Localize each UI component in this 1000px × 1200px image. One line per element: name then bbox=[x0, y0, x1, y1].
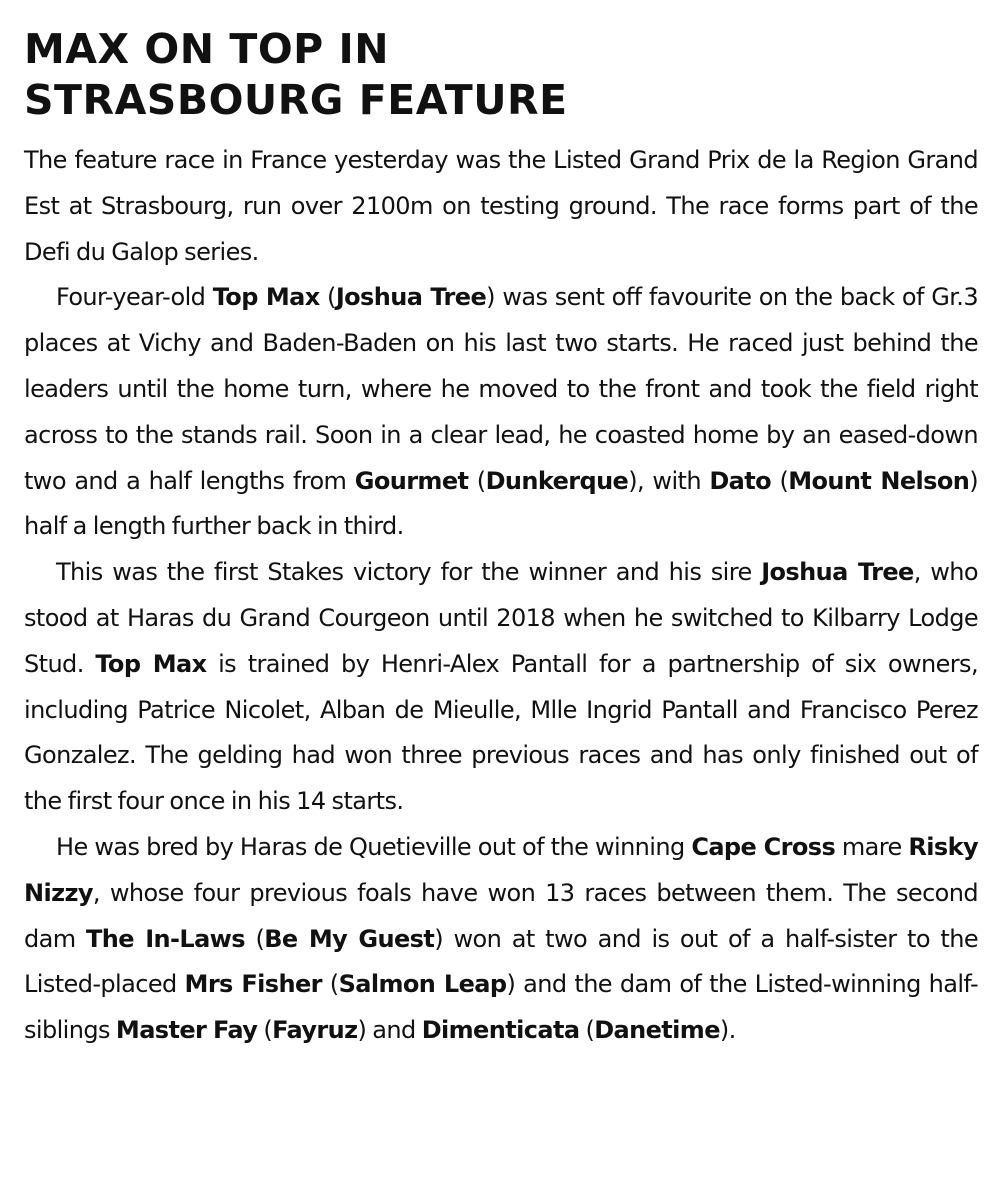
text-run: ( bbox=[579, 1016, 595, 1045]
bold-horse-name: Dimenticata bbox=[421, 1016, 580, 1045]
bold-horse-name: Joshua Tree bbox=[335, 283, 487, 312]
text-run: , whose four previous foals have won 13 races between them. The second dam bbox=[24, 878, 978, 953]
bold-horse-name: Top Max bbox=[212, 283, 320, 312]
text-run: mare bbox=[835, 832, 909, 861]
headline-line-2: STRASBOURG FEATURE bbox=[24, 76, 568, 124]
text-run: ( bbox=[319, 283, 336, 312]
bold-horse-name: Joshua Tree bbox=[761, 558, 914, 587]
text-run: ). bbox=[719, 1016, 736, 1045]
bold-horse-name: Cape Cross bbox=[691, 832, 836, 861]
text-run: is trained by Henri-Alex Pantall for a partnership of six owners, including Patrice Nicolet, Alban de Mieulle, Mlle Ingrid Pantall and Francisco Perez Gonzalez. The gelding had won three previous races and has only finished out of the first four once in his 14 starts. bbox=[24, 649, 978, 816]
text-run: ( bbox=[468, 466, 486, 495]
article-body bbox=[24, 138, 978, 1054]
bold-horse-name: Danetime bbox=[594, 1016, 720, 1045]
bold-horse-name: Dato bbox=[709, 466, 772, 495]
text-run: ) was sent off favourite on the back of Gr.3 places at Vichy and Baden-Baden on his last two starts. He raced just behind the leaders until the home turn, where he moved to the front and took the field right across to the stands rail. Soon in a clear lead, he coasted home by an eased-down two and a half lengths from bbox=[24, 283, 978, 495]
text-run: The feature race in France yesterday was the Listed Grand Prix de la Region Grand Est at Strasbourg, run over 2100m on testing ground. The race forms part of the Defi du Galop series. bbox=[24, 146, 978, 266]
text-run: This was the first Stakes victory for the winner and his sire bbox=[56, 558, 762, 587]
bold-horse-name: Master Fay bbox=[115, 1016, 258, 1045]
bold-horse-name: Dunkerque bbox=[485, 466, 629, 495]
article-paragraph bbox=[24, 825, 978, 1054]
article-paragraph bbox=[24, 138, 978, 275]
headline-line-1: MAX ON TOP IN bbox=[24, 25, 390, 73]
text-run: Four-year-old bbox=[56, 283, 213, 312]
bold-horse-name: Risky Nizzy bbox=[24, 832, 978, 907]
text-run: ( bbox=[771, 466, 789, 495]
bold-horse-name: The In-Laws bbox=[86, 924, 245, 953]
bold-horse-name: Top Max bbox=[95, 649, 207, 678]
bold-horse-name: Salmon Leap bbox=[338, 970, 507, 999]
article bbox=[24, 24, 978, 1054]
bold-horse-name: Mrs Fisher bbox=[184, 970, 322, 999]
text-run: , who stood at Haras du Grand Courgeon until 2018 when he switched to Kilbarry Lodge Stud. bbox=[24, 558, 978, 678]
bold-horse-name: Mount Nelson bbox=[788, 466, 970, 495]
text-run: He was bred by Haras de Quetieville out of the winning bbox=[56, 832, 692, 861]
article-headline bbox=[24, 24, 978, 126]
article-paragraph bbox=[24, 550, 978, 825]
bold-horse-name: Fayruz bbox=[272, 1016, 358, 1045]
text-run: ) and the dam of the Listed-winning half-siblings bbox=[24, 970, 979, 1045]
text-run: ( bbox=[321, 970, 339, 999]
article-paragraph bbox=[24, 275, 978, 550]
text-run: ) won at two and is out of a half-sister to the Listed-placed bbox=[24, 924, 978, 999]
text-run: ( bbox=[244, 924, 265, 953]
text-run: ), with bbox=[628, 466, 710, 495]
bold-horse-name: Gourmet bbox=[354, 466, 469, 495]
text-run: ( bbox=[257, 1016, 273, 1045]
text-run: ) and bbox=[357, 1016, 422, 1045]
text-run: ) half a length further back in third. bbox=[24, 466, 978, 541]
bold-horse-name: Be My Guest bbox=[264, 924, 435, 953]
